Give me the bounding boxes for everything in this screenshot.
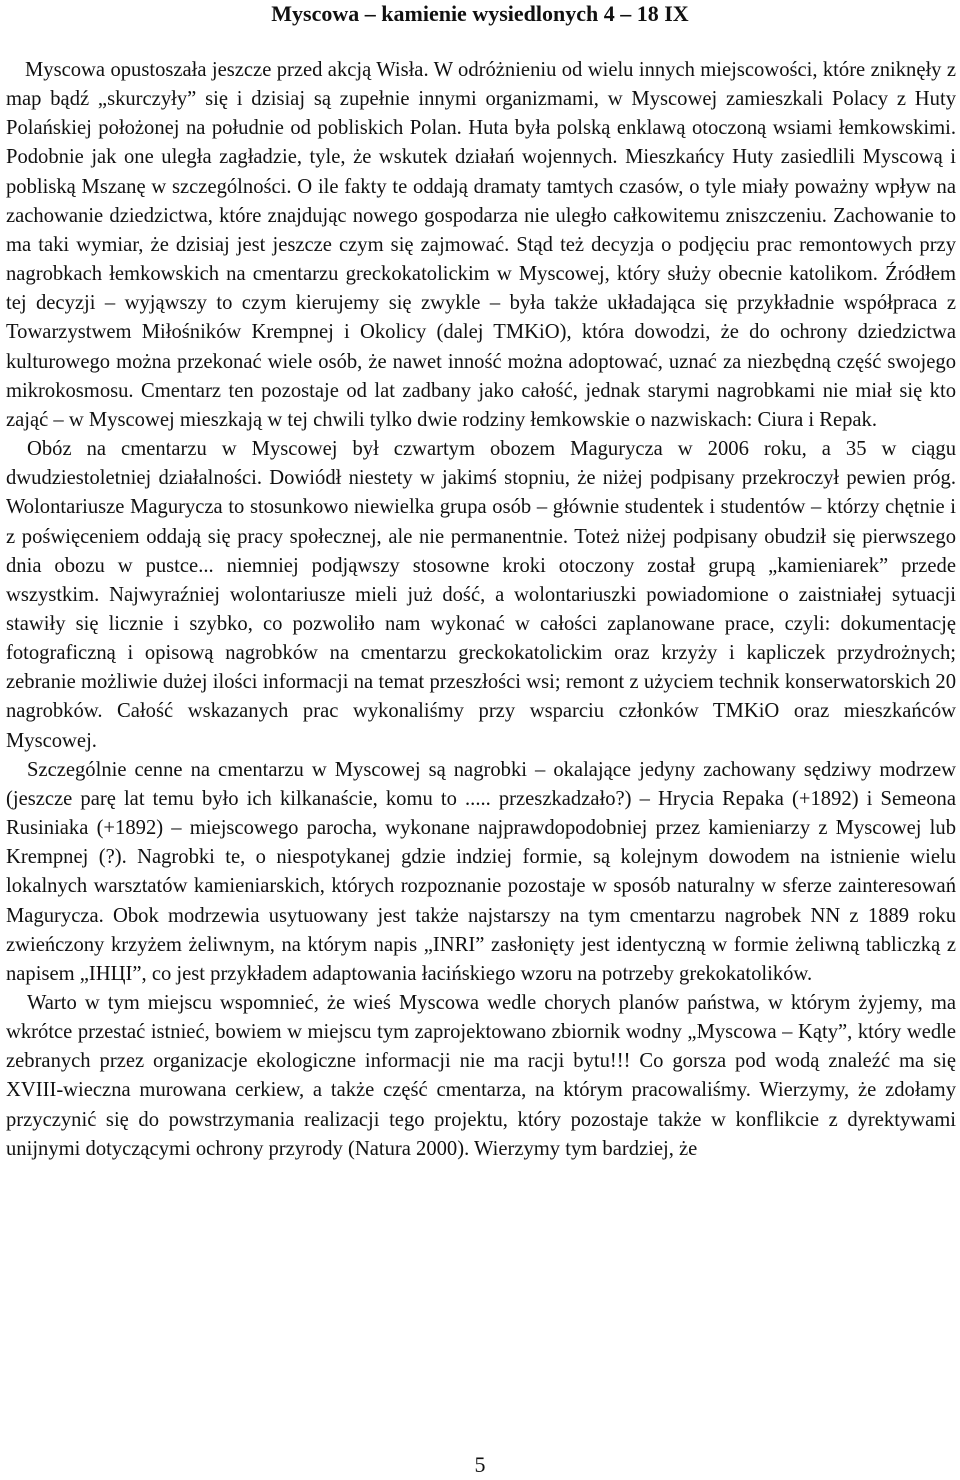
paragraph-4: Warto w tym miejscu wspomnieć, że wieś Myscowa wedle chorych planów państwa, w którym żyjemy, ma wkrótce przestać istnieć, bowiem w miejscu tym zaprojektowano zbiornik wodny „Myscowa – Kąty”, który wedle zebranych przez organizacje ekologiczne informacji nie ma racji bytu!!! Co gorsza pod wodą znaleźć ma się XVIII-wieczna murowana cerkiew, a także część cmentarza, na którym pracowaliśmy. Wierzymy, że zdołamy przyczynić się do powstrzymania realizacji tego projektu, który pozostaje także w konflikcie z dyrektywami unijnymi dotyczącymi ochrony przyrody (Natura 2000). Wierzymy tym bardziej, że bbox=[6, 992, 956, 1160]
paragraph-2: Obóz na cmentarzu w Myscowej był czwartym obozem Magurycza w 2006 roku, a 35 w ciągu dwudziestoletniej działalności. Dowiódł niestety w jakimś stopniu, że niżej podpisany przekroczył pewien próg. Wolontariusze Magurycza to stosunkowo niewielka grupa osób – głównie studentek i studentów – którzy chętnie i z poświęceniem oddają się pracy społecznej, ale nie permanentnie. Toteż niżej podpisany obudził się pierwszego dnia obozu w pustce... niemniej podjąwszy stosowne kroki otoczony został grupą „kamieniarek” przede wszystkim. Najwyraźniej wolontariusze mieli już dość, a wolontariuszki powiadomione o zaistniałej sytuacji stawiły się licznie i szybko, co pozwoliło nam wykonać w całości zaplanowane prace, czyli: dokumentację fotograficzną i opisową nagrobków na cmentarzu greckokatolickim oraz krzyży i kapliczek przydrożnych; zebranie możliwie dużej ilości informacji na temat przeszłości wsi; remont z użyciem technik konserwatorskich 20 nagrobków. Całość wskazanych prac wykonaliśmy przy wsparciu członków TMKiO oraz mieszkańców Myscowej. bbox=[6, 438, 956, 752]
article-body bbox=[6, 56, 956, 1164]
paragraph-1: Myscowa opustoszała jeszcze przed akcją Wisła. W odróżnieniu od wielu innych miejscowości, które zniknęły z map bądź „skurczyły” się i dzisiaj są zupełnie innymi organizmami, w Myscowej zamieszkali Polacy z Huty Polańskiej położonej na południe od pobliskich Polan. Huta była polską enklawą otoczoną wsiami łemkowskimi. Podobnie jak one uległa zagładzie, tyle, że wskutek działań wojennych. Mieszkańcy Huty zasiedlili Myscową i pobliską Mszanę w szczególności. O ile fakty te oddają dramaty tamtych czasów, o tyle miały poważny wpływ na zachowanie dziedzictwa, które znajdując nowego gospodarza nie uległo całkowitemu zniszczeniu. Zachowanie to ma taki wymiar, że dzisiaj jest jeszcze czym się zajmować. Stąd też decyzja o podjęciu prac remontowych przy nagrobkach łemkowskich na cmentarzu greckokatolickim w Myscowej, który służy obecnie katolikom. Źródłem tej decyzji – wyjąwszy to czym kierujemy się zwykle – była także układająca się przykładnie współpraca z Towarzystwem Miłośników Krempnej i Okolicy (dalej TMKiO), która dowodzi, że do ochrony dziedzictwa kulturowego można przekonać wiele osób, że nawet inność można adoptować, uznać za niezbędną część swojego mikrokosmosu. Cmentarz ten pozostaje od lat zadbany jako całość, jednak starymi nagrobkami nie miał się kto zająć – w Myscowej mieszkają w tej chwili tylko dwie rodziny łemkowskie o nazwiskach: Ciura i Repak. bbox=[6, 59, 956, 431]
document-title: Myscowa – kamienie wysiedlonych 4 – 18 IX bbox=[271, 1, 689, 26]
paragraph-3: Szczególnie cenne na cmentarzu w Myscowej są nagrobki – okalające jedyny zachowany sędziwy modrzew (jeszcze parę lat temu było ich kilkanaście, komu to ..... przeszkadzało?) – Hrycia Repaka (+1892) i Semeona Rusiniaka (+1892) – miejscowego parocha, wykonane najprawdopodobniej przez kamieniarzy z Myscowej lub Krempnej (?). Nagrobki te, o niespotykanej gdzie indziej formie, są kolejnym dowodem na istnienie wielu lokalnych warsztatów kamieniarskich, których rozpoznanie pozostaje w sposób naturalny w sferze zainteresowań Magurycza. Obok modrzewia usytuowany jest także najstarszy na tym cmentarzu nagrobek NN z 1889 roku zwieńczony krzyżem żeliwnym, na którym napis „INRI” zasłonięty jest identyczną w formie żeliwną tabliczką z napisem „ІНЦІ”, co jest przykładem adaptowania łacińskiego wzoru na potrzeby grekokatolików. bbox=[6, 758, 956, 985]
page-number: 5 bbox=[474, 1452, 486, 1477]
